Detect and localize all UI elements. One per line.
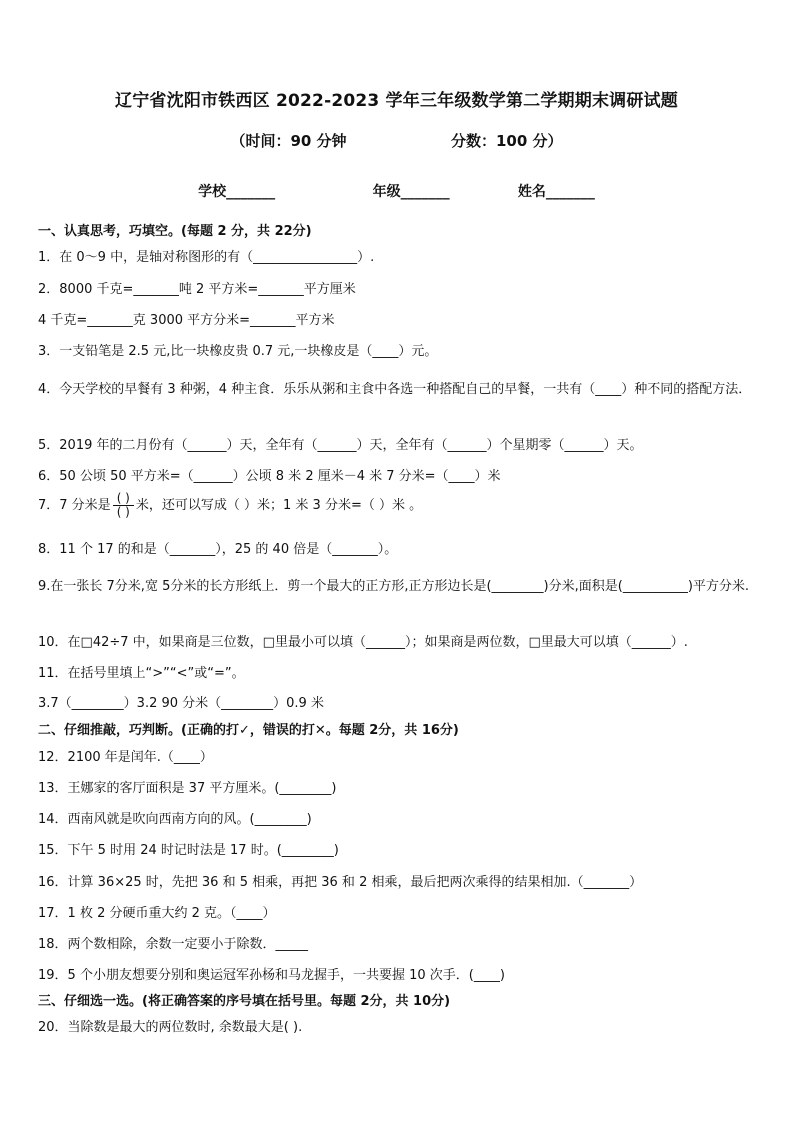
question-14: 14．西南风就是吹向西南方向的风。(________) [38,812,312,827]
question-9: 9.在一张长 7分米,宽 5分米的长方形纸上．剪一个最大的正方形,正方形边长是(________)分米,面积是(__________)平方分米. [38,579,750,594]
question-19: 19．5 个小朋友想要分别和奥运冠军孙杨和马龙握手，一共要握 10 次手．(____) [38,968,505,983]
question-7-prefix: 7．7 分米是 [38,498,111,513]
fraction-denominator: ( ) [116,505,130,519]
question-11b: 3.7（________）3.2 90 分米（________）0.9 米 [38,696,324,711]
question-6: 6．50 公顷 50 平方米=（______）公顷 8 米 2 厘米－4 米 7 分米=（____）米 [38,469,501,484]
section-1-heading: 一、认真思考，巧填空。(每题 2 分，共 22分) [38,224,312,239]
question-7 [38,492,422,519]
question-1: 1．在 0～9 中，是轴对称图形的有（________________）. [38,250,375,265]
question-15: 15．下午 5 时用 24 时记时法是 17 时。(________) [38,843,339,858]
exam-subtitle: （时间：90 分钟 分数：100 分） [230,132,563,150]
question-17: 17．1 枚 2 分硬币重大约 2 克。（____） [38,906,276,921]
question-18: 18．两个数相除，余数一定要小于除数．_____ [38,937,309,952]
question-20: 20．当除数是最大的两位数时, 余数最大是( ). [38,1020,303,1035]
section-3-heading: 三、仔细选一选。(将正确答案的序号填在括号里。每题 2分，共 10分) [38,994,451,1009]
fraction-blank [113,492,134,519]
question-8: 8．11 个 17 的和是（_______），25 的 40 倍是（_______）。 [38,542,398,557]
student-info-line: 学校_______ 年级_______ 姓名_______ [198,184,595,200]
question-7-suffix: 米，还可以写成（ ）米；1 米 3 分米=（ ）米 。 [135,498,423,513]
question-13: 13．王娜家的客厅面积是 37 平方厘米。(________) [38,781,337,796]
fraction-numerator: ( ) [113,492,134,506]
question-2a: 2．8000 千克=_______吨 2 平方米=_______平方厘米 [38,282,356,297]
question-4: 4．今天学校的早餐有 3 种粥，4 种主食．乐乐从粥和主食中各选一种搭配自己的早餐，一共有（____）种不同的搭配方法． [38,382,752,397]
question-3: 3．一支铅笔是 2.5 元,比一块橡皮贵 0.7 元,一块橡皮是（____）元。 [38,344,438,359]
question-5: 5．2019 年的二月份有（______）天，全年有（______）天，全年有（______）个星期零（______）天。 [38,438,643,453]
exam-title: 辽宁省沈阳市铁西区 2022-2023 学年三年级数学第二学期期末调研试题 [115,91,678,111]
question-10: 10．在□42÷7 中，如果商是三位数，□里最小可以填（______）；如果商是两位数，□里最大可以填（______）. [38,635,688,650]
question-16: 16．计算 36×25 时，先把 36 和 5 相乘，再把 36 和 2 相乘，最后把两次乘得的结果相加.（_______） [38,875,643,890]
question-11: 11．在括号里填上“>”“<”或“=”。 [38,666,245,681]
question-12: 12．2100 年是闰年.（____） [38,750,213,765]
question-2b: 4 千克=_______克 3000 平方分米=_______平方米 [38,313,335,328]
section-2-heading: 二、仔细推敲，巧判断。(正确的打✓，错误的打✕。每题 2分，共 16分) [38,723,459,738]
